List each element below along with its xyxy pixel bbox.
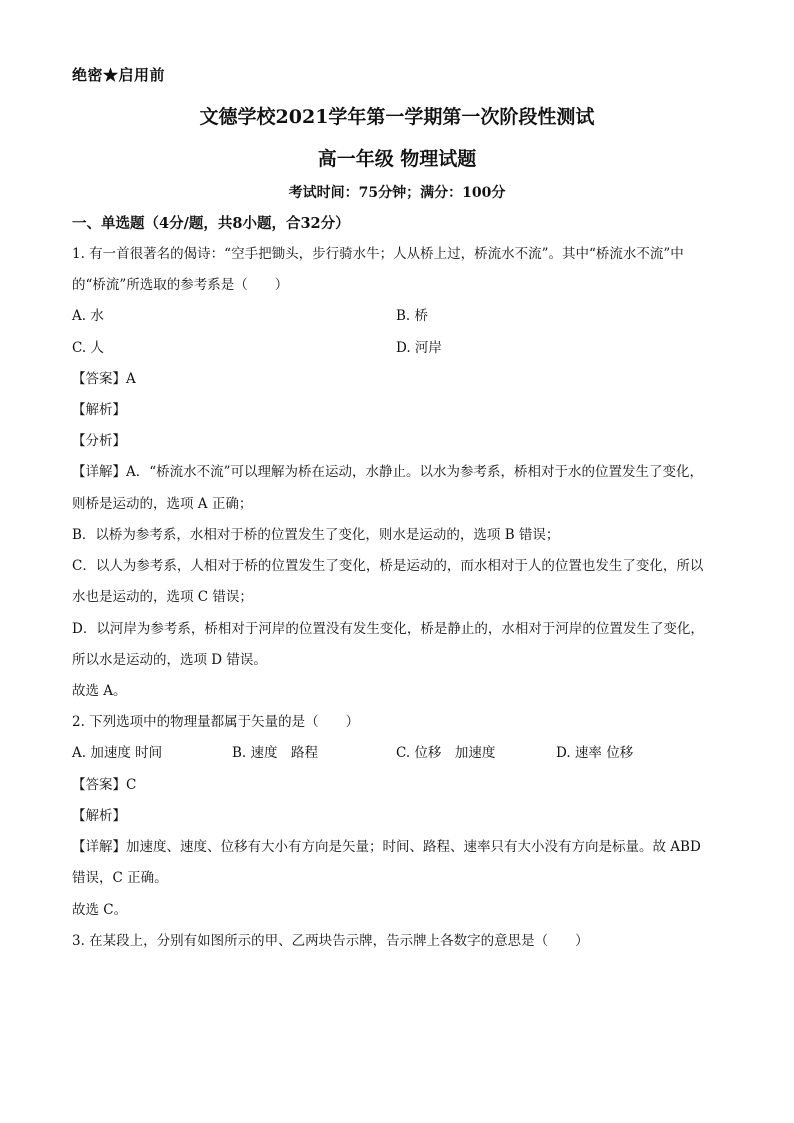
q1-conclusion: 故选 A。 [72,683,127,699]
q1-detail-line5: 水也是运动的，选项 C 错误； [72,589,253,605]
q3-stem: 3. 在某段上，分别有如图所示的甲、乙两块告示牌，告示牌上各数字的意思是（ ） [72,933,589,949]
q1-answer-value: A [126,371,136,387]
q1-stem-line1: 1. 有一首很著名的偈诗：“空手把锄头，步行骑水牛；人从桥上过，桥流水不流”。其中“桥流水不流”中 [72,246,684,262]
q2-option-c: C. 位移 加速度 [396,745,496,761]
q2-analysis-label: 【解析】 [72,808,126,824]
section-heading-single-choice: 一、单选题（4分/题，共8小题，合32分） [72,215,350,232]
q2-detail-label: 【详解】 [72,839,126,855]
q2-conclusion: 故选 C。 [72,902,128,918]
q2-option-a: A. 加速度 时间 [72,745,163,761]
q1-detail-line6: D．以河岸为参考系，桥相对于河岸的位置没有发生变化，桥是静止的，水相对于河岸的位置发生了变化， [72,621,704,637]
q1-option-c: C. 人 [72,340,104,356]
q1-detail-line1: A．“桥流水不流”可以理解为桥在运动，水静止。以水为参考系，桥相对于水的位置发生了变化， [126,464,704,480]
q1-detail-row1 [72,462,722,482]
q2-detail-row1 [72,837,722,857]
q1-analysis-label: 【解析】 [72,402,126,418]
q2-detail-line2: 错误，C 正确。 [72,870,168,886]
q2-option-b: B. 速度 路程 [232,745,319,761]
q1-stem-line2: 的“桥流”所选取的参考系是（ ） [72,277,289,293]
q2-answer-label: 【答案】 [72,777,126,793]
exam-info: 考试时间：75分钟；满分：100分 [288,185,506,201]
q2-detail-line1: 加速度、速度、位移有大小有方向是矢量；时间、路程、速率只有大小没有方向是标量。故 ABD [126,839,701,855]
exam-title: 文德学校2021学年第一学期第一次阶段性测试 [199,106,595,128]
q1-detail-line2: 则桥是运动的，选项 A 正确； [72,496,253,512]
q1-detail-line3: B．以桥为参考系，水相对于桥的位置发生了变化，则水是运动的，选项 B 错误； [72,527,560,543]
q1-detail-line4: C．以人为参考系，人相对于桥的位置发生了变化，桥是运动的，而水相对于人的位置也发生了变化，所以 [72,558,704,574]
exam-subtitle: 高一年级 物理试题 [317,148,477,170]
q1-option-a: A. 水 [72,308,104,324]
q2-option-d: D. 速率 位移 [556,745,634,761]
q1-option-d: D. 河岸 [396,340,442,356]
q2-answer-row [72,775,722,795]
q1-detail-line7: 所以水是运动的，选项 D 错误。 [72,652,267,668]
q2-stem: 2. 下列选项中的物理量都属于矢量的是（ ） [72,714,360,730]
q2-answer-value: C [126,777,137,793]
q1-answer-row [72,369,722,389]
confidential-mark: 绝密★启用前 [72,66,166,84]
q1-detail-label: 【详解】 [72,464,126,480]
q1-analysis-sub: 【分析】 [72,433,126,449]
q1-answer-label: 【答案】 [72,371,126,387]
q1-option-b: B. 桥 [396,308,429,324]
